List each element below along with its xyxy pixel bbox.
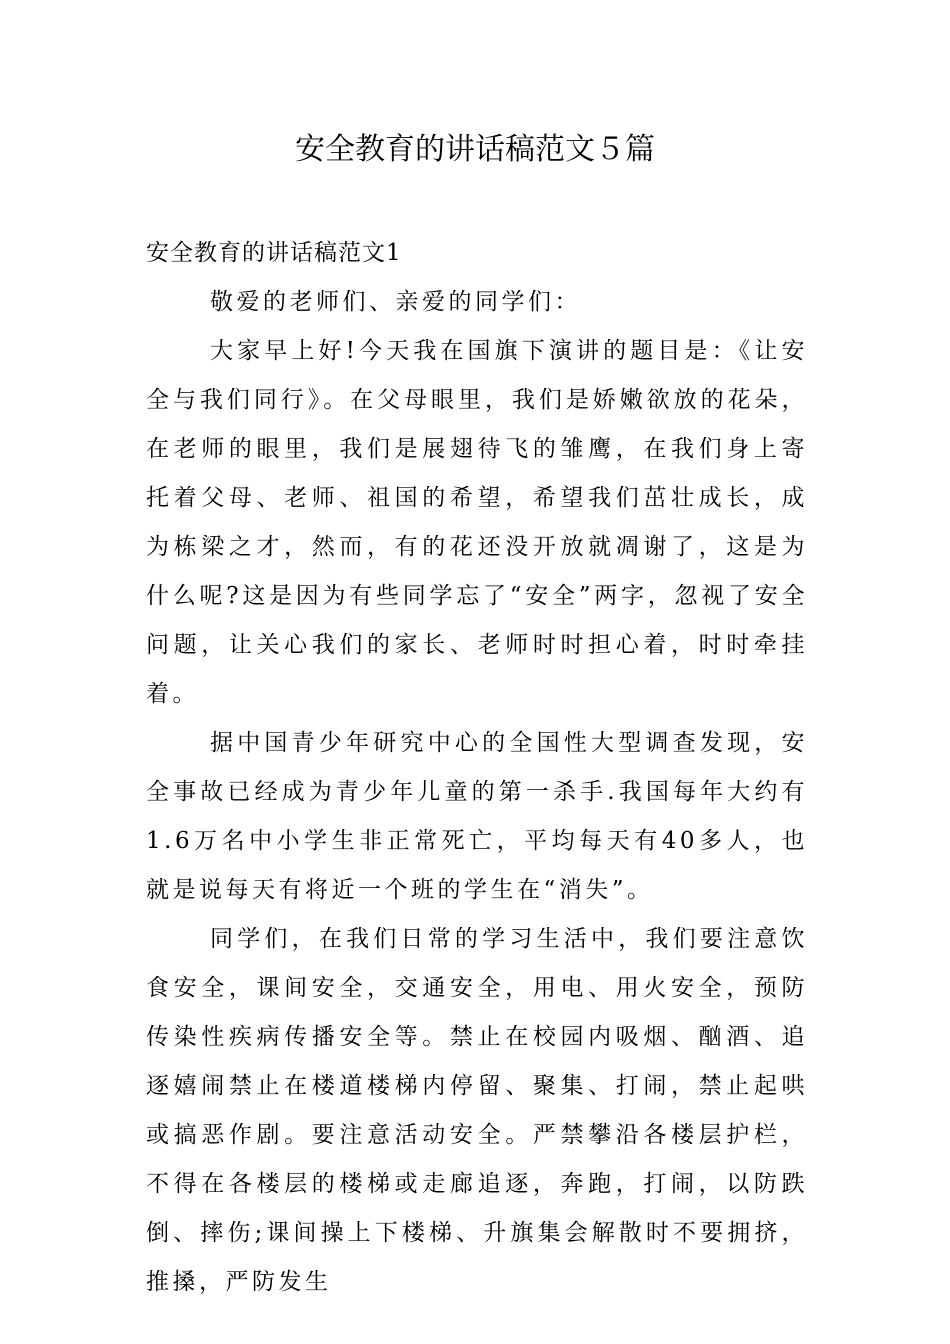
- paragraph-intro: 大家早上好!今天我在国旗下演讲的题目是：《让安全与我们同行》。在父母眼里，我们是娇嫩欲放的花朵，在老师的眼里，我们是展翅待飞的雏鹰，在我们身上寄托着父母、老师、祖国的希望，希望我们茁壮成长，成为栋梁之才，然而，有的花还没开放就凋谢了，这是为什么呢?这是因为有些同学忘了“安全”两字，忽视了安全问题，让关心我们的家长、老师时时担心着，时时牵挂着。: [146, 338, 808, 707]
- paragraph-salutation: 敬爱的老师们、亲爱的同学们：: [210, 289, 581, 315]
- document-title: 安全教育的讲话稿范文５篇: [295, 132, 655, 167]
- section-heading: 安全教育的讲话稿范文1: [146, 240, 402, 266]
- paragraph-safety-rules: 同学们，在我们日常的学习生活中，我们要注意饮食安全，课间安全，交通安全，用电、用火安全，预防传染性疾病传播安全等。禁止在校园内吸烟、酗酒、追逐嬉闹禁止在楼道楼梯内停留、聚集、打闹，禁止起哄或搞恶作剧。要注意活动安全。严禁攀沿各楼层护栏，不得在各楼层的楼梯或走廊追逐，奔跑，打闹，以防跌倒、摔伤;课间操上下楼梯、升旗集会解散时不要拥挤，推搡，严防发生: [146, 926, 808, 1295]
- document-body: [146, 229, 808, 1307]
- paragraph-statistics: 据中国青少年研究中心的全国性大型调查发现，安全事故已经成为青少年儿童的第一杀手.我国每年大约有1.6万名中小学生非正常死亡，平均每天有40多人，也就是说每天有将近一个班的学生在“消失”。: [146, 730, 808, 903]
